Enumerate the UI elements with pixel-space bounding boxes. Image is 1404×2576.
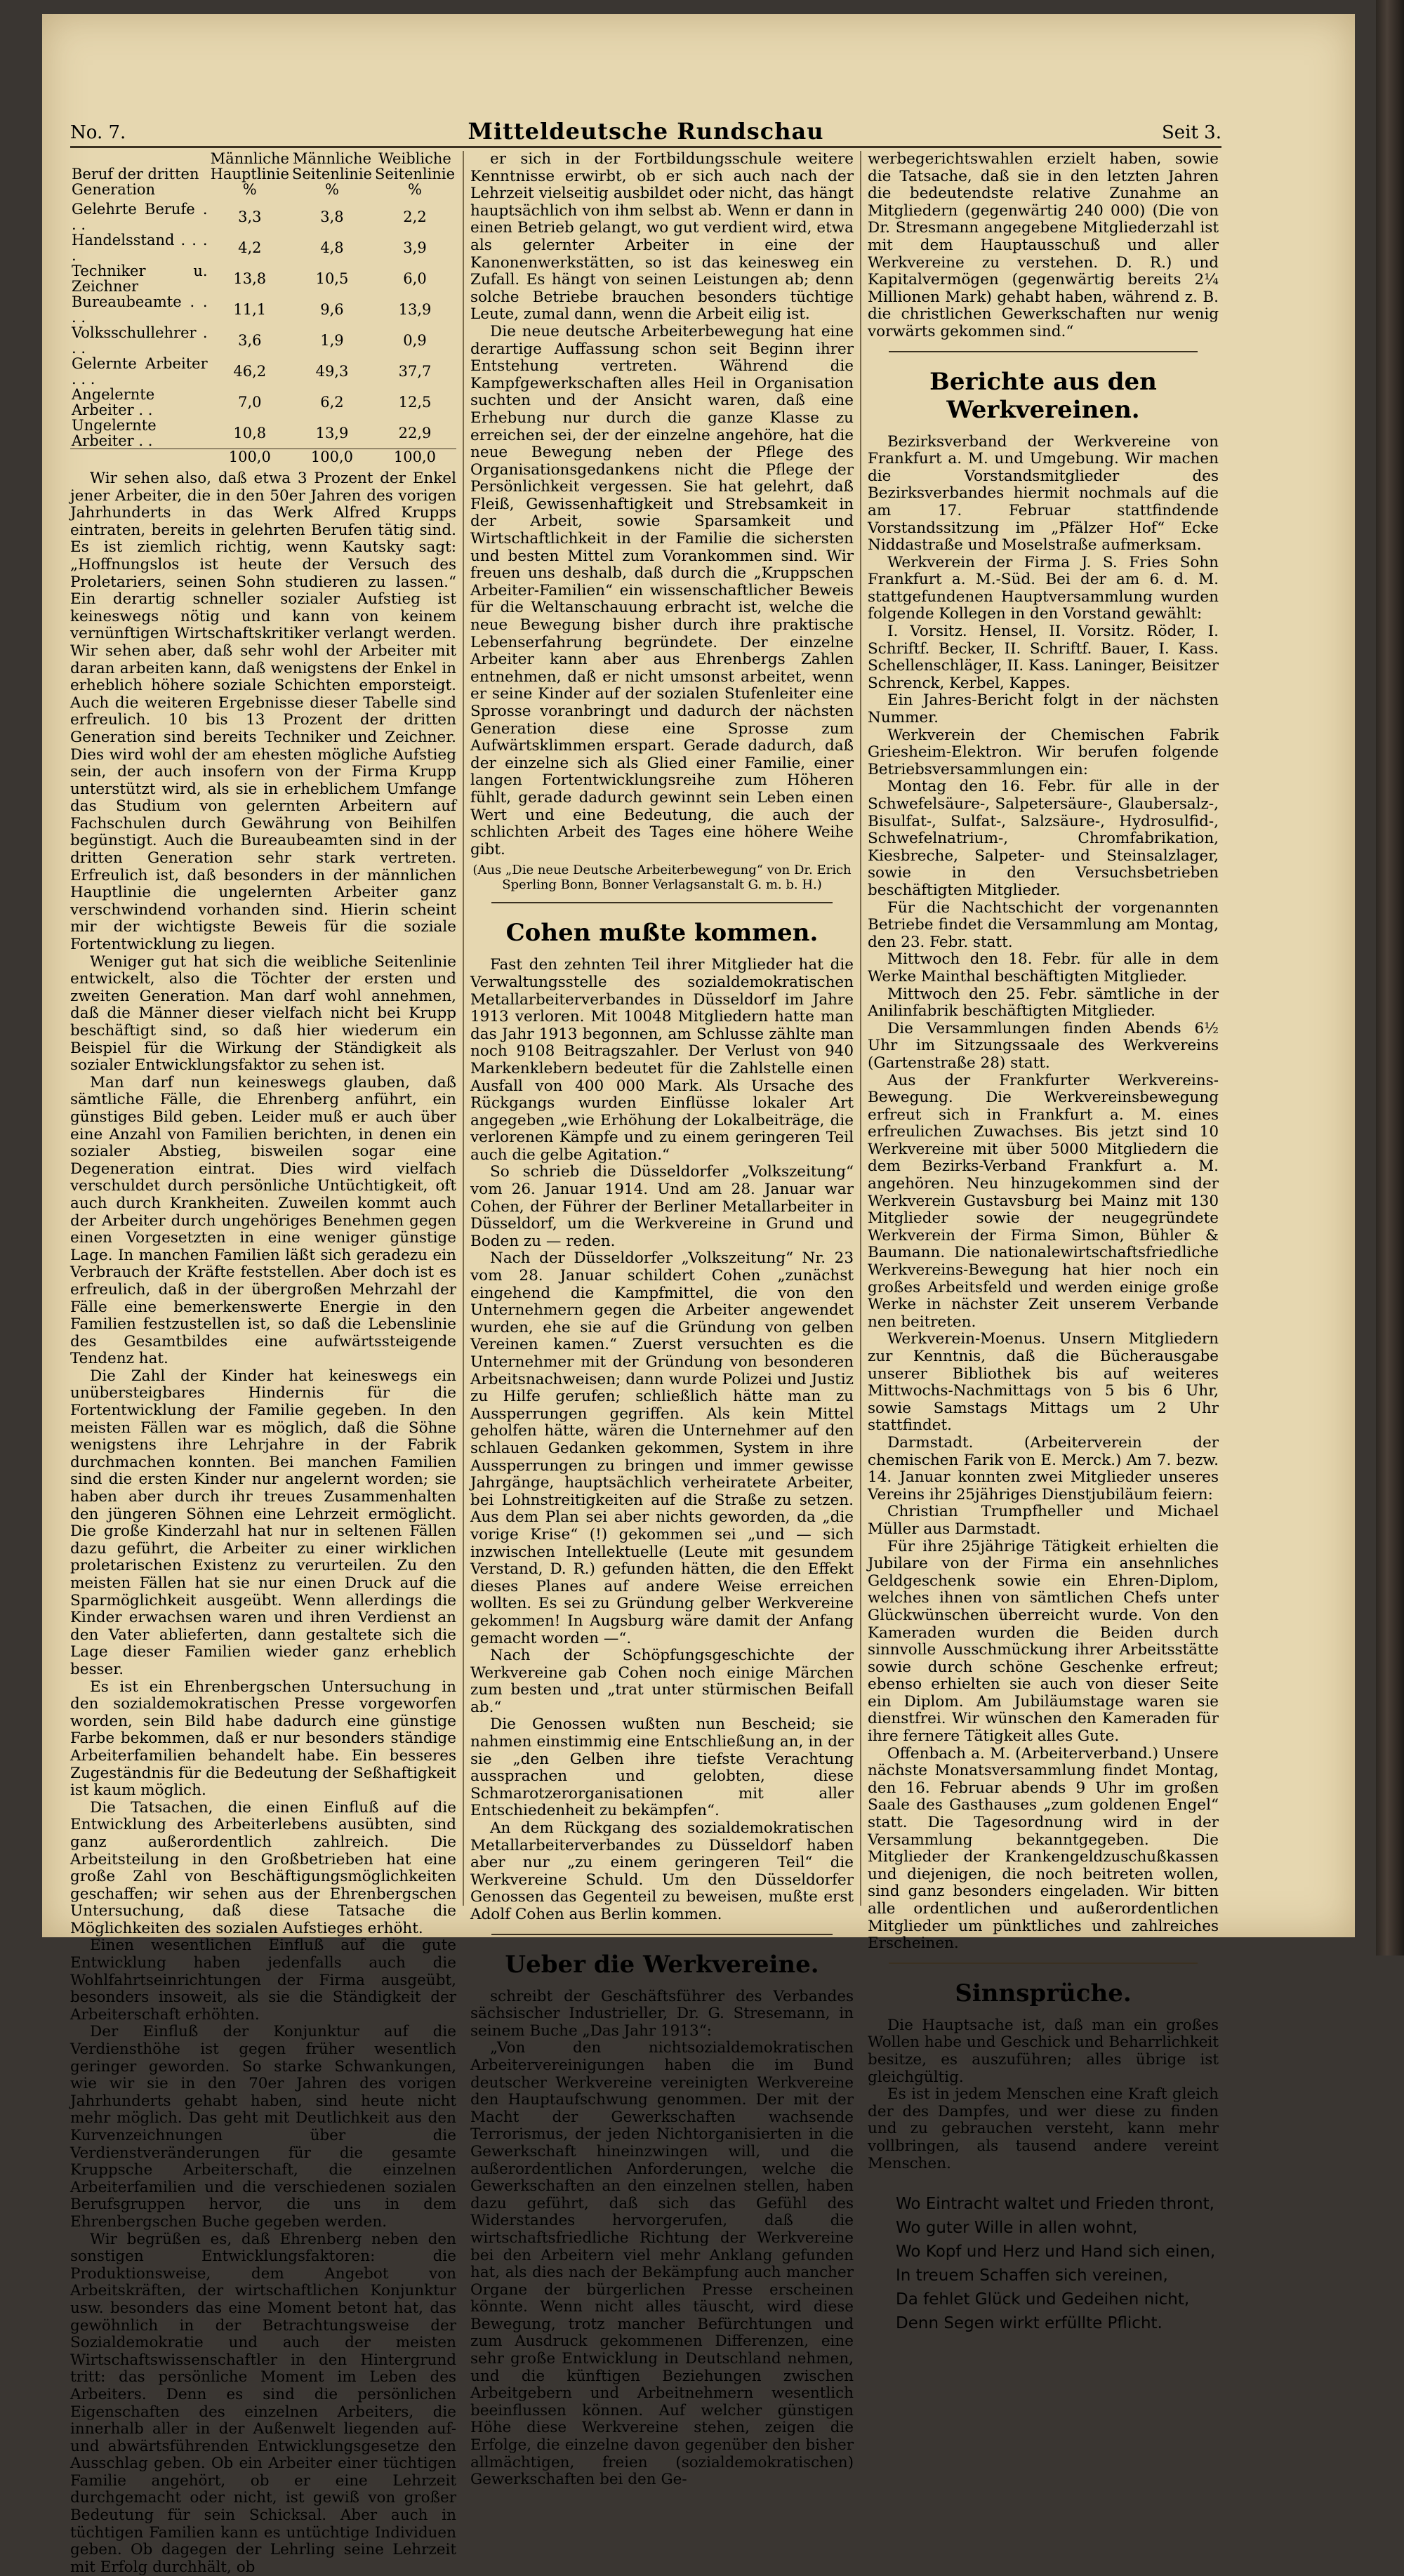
article-text bbox=[70, 470, 456, 2576]
paragraph: Werkverein der Firma J. S. Fries Sohn Frankfurt a. M.-Süd. Bei der am 6. d. M. stattgefundenen Hauptversammlung wurden folgende Kollegen in den Vorstand gewählt: bbox=[868, 553, 1219, 623]
paragraph: Einen wesentlichen Einfluß auf die gute Entwicklung haben jedenfalls auch die Wohlfahrtseinrichtungen der Firma ausgeübt, besonders insoweit, als sie die Ständigkeit der Arbeiterschaft erhöhten. bbox=[70, 1937, 456, 2024]
paragraph: So schrieb die Düsseldorfer „Volkszeitung“ vom 26. Januar 1914. Und am 28. Januar war Cohen, der Führer der Berliner Metallarbeiter in Düsseldorf, um die Werkvereine in Grund und Boden zu — reden. bbox=[470, 1163, 854, 1250]
paragraph: Nach der Schöpfungsgeschichte der Werkvereine gab Cohen noch einige Märchen zum besten und „trat unter stürmischen Beifall ab.“ bbox=[470, 1647, 854, 1716]
article-text bbox=[868, 434, 1219, 1953]
paragraph: Mittwoch den 18. Febr. für alle in dem Werke Mainthal beschäftigten Mitglieder. bbox=[868, 950, 1219, 985]
paragraph: Der Einfluß der Konjunktur auf die Verdiensthöhe ist gegen früher wesentlich geringer geworden. So starke Schwankungen, wie wir sie in den 70er Jahren des vorigen Jahrhunderts gehabt haben, sind heute nicht mehr möglich. Das geht mit Deutlichkeit aus den Kurvenzeichnungen über die Verdienstveränderungen für die gesamte Kruppsche Arbeiterschaft, die einzelnen Arbeiterfamilien und die verschiedenen sozialen Berufsgruppen hervor, die uns in dem Ehrenbergschen Buche gegeben werden. bbox=[70, 2023, 456, 2231]
statistics-table bbox=[70, 151, 456, 465]
paragraph: Darmstadt. (Arbeiterverein der chemischen Farik von E. Merck.) Am 7. bezw. 14. Januar konnten zwei Mitglieder unseres Vereins ihr 25jähriges Dienstjubiläum feiern: bbox=[868, 1433, 1219, 1503]
poem-line: Wo guter Wille in allen wohnt, bbox=[896, 2219, 1138, 2238]
paragraph: schreibt der Geschäftsführer des Verbandes sächsischer Industrieller, Dr. G. Stresemann, in seinem Buche „Das Jahr 1913“: bbox=[470, 1987, 854, 2040]
column-2 bbox=[470, 151, 854, 2489]
table-row: Techniker u. Zeichner 13,8 10,5 6,0 bbox=[72, 263, 427, 295]
heading-sinnsprueche: Sinnsprüche. bbox=[955, 1979, 1132, 2007]
table-header: Beruf der dritten Generation bbox=[72, 166, 199, 198]
paragraph: Die Genossen wußten nun Bescheid; sie nahmen einstimmig eine Entschließung an, in der sie „den Gelben ihre tiefste Verachtung aussprachen und gelobten, diese Schmarotzerorganisationen mit aller Entschiedenheit zu bekämpfen“. bbox=[470, 1715, 854, 1820]
paragraph: Mittwoch den 25. Febr. sämtliche in der Anilinfabrik beschäftigten Mitglieder. bbox=[868, 985, 1219, 1021]
paragraph: er sich in der Fortbildungsschule weitere Kenntnisse erwirbt, ob er sich auch nach der Lehrzeit vielseitig ausbildet oder nicht, das hängt hauptsächlich von ihm selbst ab. Wenn er dann in einen Betrieb gelangt, wo gut verdient wird, etwa als gelernter Arbeiter in eine der Kanonenwerkstätten, so ist das keinesweg ein Zufall. Es hängt von seinen Leistungen ab; denn solche Betriebe brauchen besonders tüchtige Leute, zumal dann, wenn die Arbeit eilig ist. bbox=[470, 150, 854, 324]
paragraph: Die Versammlungen finden Abends 6½ Uhr im Sitzungssaale des Werkvereins (Gartenstraße 28) statt. bbox=[868, 1019, 1219, 1072]
paragraph: „Von den nichtsozialdemokratischen Arbeitervereinigungen haben die im Bund deutscher Werkvereine vereinigten Werkvereine den Hauptaufschwung genommen. Der mit der Macht der Gewerkschaften wachsende Terrorismus, der jeden Nichtorganisierten in die Gewerkschaft hineinzwingen will, und die außerordentlichen Anforderungen, welche die Gewerkschaften an den einzelnen stellen, haben dazu geführt, daß sich das Gefühl des Widerstandes hervorgerufen, daß die wirtschaftsfriedliche Richtung der Werkvereine bei den Arbeitern viel mehr Anklang gefunden hat, als dies nach der Bekämpfung auch mancher Organe der bürgerlichen Presse erscheinen könnte. Wenn nicht alles täuscht, wird diese Bewegung, trotz mancher Befürchtungen und zum Ausdruck gekommenen Differenzen, eine sehr große Entwicklung in Deutschland nehmen, und die künftigen Beziehungen zwischen Arbeitgebern und Arbeitnehmern wesentlich beeinflussen können. Auf welcher günstigen Höhe diese Werkvereine stehen, zeigen die Erfolge, die einzelne davon gegenüber den bisher allmächtigen, freien (sozialdemokratischen) Gewerkschaften bei den Ge- bbox=[470, 2039, 854, 2489]
article-text bbox=[470, 1989, 854, 2489]
heading-berichte: Berichte aus den Werkvereinen. bbox=[929, 367, 1157, 424]
table-row: Angelernte Arbeiter . . 7,0 6,2 12,5 bbox=[72, 386, 432, 418]
column-divider bbox=[860, 151, 861, 1906]
heading-cohen: Cohen mußte kommen. bbox=[505, 919, 819, 948]
article-text bbox=[470, 151, 854, 858]
paragraph: Für ihre 25jährige Tätigkeit erhielten die Jubilare von der Firma ein ansehnliches Geldgeschenk sowie ein Ehren-Diplom, welches ihnen von sämtlichen Chefs unter Glückwünschen überreicht wurde. Von den Kameraden wurden die Beiden durch sinnvolle Ausschmückung ihrer Arbeitsstätte sowie durch schöne Geschenke erfreut; ebenso erhielten sie auch von dieser Seite ein Diplom. Am Jubiläumstage waren sie dienstfrei. Wir wünschen den Kameraden für ihre fernere Tätigkeit alles Gute. bbox=[868, 1537, 1219, 1746]
table-total-row: 100,0 100,0 100,0 bbox=[70, 449, 456, 465]
poem-line: Da fehlet Glück und Gedeihen nicht, bbox=[896, 2290, 1190, 2309]
table-header: Männliche Hauptlinie % bbox=[210, 150, 289, 198]
paragraph: Aus der Frankfurter Werkvereins-Bewegung. Die Werkvereinsbewegung erfreut sich in Frankfurt a. M. eines erfreulichen Zuwachses. Bis jetzt sind 10 Werkvereine mit über 5000 Mitgliedern die dem Bezirks-Verband Frankfurt a. M. angehören. Neu hinzugekommen sind der Werkverein Gustavsburg bei Mainz mit 130 Mitglieder sowie der neugegründete Werkverein der Firma Simon, Bühler & Baumann. Die nationalewirtschaftsfriedliche Werkvereins-Bewegung hat hier noch ein großes Arbeitsfeld und werden einige große Werke in nächster Zeit unserem Verbande nen beitreten. bbox=[868, 1071, 1219, 1331]
paragraph: An dem Rückgang des sozialdemokratischen Metallarbeiterverbandes zu Düsseldorf haben aber nur „zu einem geringeren Teil“ die Werkvereine Schuld. Um den Düsseldorfer Genossen das Gegenteil zu beweisen, mußte erst Adolf Cohen aus Berlin kommen. bbox=[470, 1819, 854, 1923]
paragraph: Montag den 16. Febr. für alle in der Schwefelsäure-, Salpetersäure-, Glaubersalz-, Bisulfat-, Sulfat-, Salzsäure-, Hydrosulfid-, Schwefelnatrium-, Chromfabrikation, Kiesbreche, Salpeter- und Steinsalzlager, sowie in den Versuchsbetrieben beschäftigten Mitglieder. bbox=[868, 778, 1219, 899]
paragraph: Nach der Düsseldorfer „Volkszeitung“ Nr. 23 vom 28. Januar schildert Cohen „zunächst eingehend die Kampfmittel, die von den Unternehmern gegen die Arbeiter angewendet wurden, ehe sie auf die Gründung von gelben Vereinen kamen.“ Zuerst versuchten es die Unternehmer mit der Gründung von besonderen Arbeitsnachweisen; dann wurde Polizei und Justiz zu Hilfe gerufen; schließlich hätte man zu Aussperrungen gegriffen. Als kein Mittel geholfen hätte, wären die Unternehmer auf den schlauen Gedanken gekommen, System in ihre Aussperrungen zu bringen und immer gewisse Jahrgänge, hauptsächlich verheiratete Arbeiter, bei Lohnstreitigkeiten auf die Straße zu setzen. Aus dem Plan sei aber nichts geworden, da „die vorige Krise“ (!) gekommen sei „und — sich inzwischen Intellektuelle (Leute mit gesundem Verstand, D. R.) gefunden hätten, die den Effekt dieses Planes auf andere Weise erreichen wollten. Es sei zu Gründung gelber Werkvereine gekommen! In Augsburg wäre damit der Anfang gemacht worden —“. bbox=[470, 1249, 854, 1647]
paragraph: Es ist ein Ehrenbergschen Untersuchung in den sozialdemokratischen Presse vorgeworfen worden, sein Bild habe dadurch eine günstige Farbe bekommen, daß er nur besonders ständige Arbeiterfamilien behandelt habe. Ein besseres Zugeständnis für die Bedeutung der Seßhaftigkeit ist kaum möglich. bbox=[70, 1678, 456, 1800]
table-row: Gelehrte Berufe . . . 3,3 3,8 2,2 bbox=[72, 201, 427, 233]
divider bbox=[491, 1934, 833, 1935]
masthead: Mitteldeutsche Rundschau bbox=[468, 118, 824, 145]
source-note: (Aus „Die neue Deutsche Arbeiterbewegung“ von Dr. Erich Sperling Bonn, Bonner Verlagsanstalt G. m. b. H.) bbox=[472, 863, 852, 893]
page-header bbox=[70, 118, 1221, 148]
paragraph: Werkverein der Chemischen Fabrik Griesheim-Elektron. Wir berufen folgende Betriebsversammlungen ein: bbox=[868, 726, 1219, 778]
poem-line: Wo Kopf und Herz und Hand sich einen, bbox=[896, 2243, 1216, 2262]
poem-line: Denn Segen wirkt erfüllte Pflicht. bbox=[896, 2314, 1163, 2333]
issue-number: No. 7. bbox=[70, 122, 126, 143]
paragraph: Die Tatsachen, die einen Einfluß auf die Entwicklung des Arbeiterlebens ausübten, sind ganz außerordentlich zahlreich. Die Arbeitsteilung in den Großbetrieben hat eine große Zahl von Beschäftigungsmöglichkeiten geschaffen; wir sehen aus der Ehrenbergschen Untersuchung, daß diese Tatsache die Möglichkeiten des sozialen Aufstieges erhöht. bbox=[70, 1798, 456, 1937]
article-text bbox=[470, 957, 854, 1923]
paragraph: Die neue deutsche Arbeiterbewegung hat eine derartige Auffassung schon seit Beginn ihrer Entstehung vertreten. Während die Kampfgewerkschaften alles Heil in Organisation suchten und der Ansicht waren, daß eine Erhebung nur durch die ganze Klasse zu erreichen sei, der der einzelne angehöre, hat die neue Bewegung neben der Pflege des Organisationsgedankens nicht die Pflege der Persönlichkeit vergessen. Sie hat gelehrt, daß Fleiß, Gewissenhaftigkeit und Strebsamkeit in der Arbeit, sowie Sparsamkeit und Wirtschaftlichkeit in der Familie die sichersten und besten Mittel zum Vorankommen sind. Wir freuen uns deshalb, daß durch die „Kruppschen Arbeiter-Familien“ ein wissenschaftlicher Beweis für die Weltanschauung erbracht ist, welche die neue Bewegung bisher durch ihre praktische Lebenserfahrung begründete. Der einzelne Arbeiter kann aber aus Ehrenbergs Zahlen entnehmen, daß er nicht umsonst arbeitet, wenn er seine Kinder auf der sozialen Stufenleiter eine Sprosse voranbringt und dadurch der nächsten Generation diese eine Sprosse zum Aufwärtsklimmen erspart. Gerade dadurch, daß der einzelne sich als Glied einer Familie, einer langen Fortentwicklungsreihe zum Höheren fühlt, gerade dadurch gewinnt sein Leben einen Wert und eine Bedeutung, die auch der schlichten Arbeit des Tages eine höhere Weihe gibt. bbox=[470, 322, 854, 858]
paragraph: Ein Jahres-Bericht folgt in der nächsten Nummer. bbox=[868, 691, 1219, 727]
divider bbox=[491, 902, 833, 903]
paragraph: Für die Nachtschicht der vorgenannten Betriebe findet die Versammlung am Montag, den 23. Febr. statt. bbox=[868, 898, 1219, 951]
table-row: Gelernte Arbeiter . . . 46,2 49,3 37,7 bbox=[72, 355, 432, 387]
page-number: Seit 3. bbox=[1161, 122, 1221, 143]
divider bbox=[889, 1963, 1198, 1964]
column-divider bbox=[463, 151, 464, 1906]
article-text: werbegerichtswahlen erzielt haben, sowie die Tatsache, daß sie in den letzten Jahren die bedeutendste relative Zunahme an Mitgliedern (gegenwärtig 240 000) (Die von Dr. Stresmann angegebene Mitgliederzahl ist mit dem Hauptausschuß und aller Werkvereine zu verstehen. D. R.) und Kapitalvermögen (gegenwärtig bereits 2¼ Millionen Mark) gehabt haben, während z. B. die christlichen Gewerkschaften nur wenig vorwärts gekommen sind.“ bbox=[868, 150, 1219, 340]
table-header: Männliche Seitenlinie % bbox=[291, 150, 372, 198]
column-1 bbox=[70, 151, 456, 2576]
paragraph: Wir begrüßen es, daß Ehrenberg neben den sonstigen Entwicklungsfaktoren: die Produktionsweise, dem Angebot von Arbeitskräften, der wirtschaftlichen Konjunktur usw. besonders das eine Moment betont hat, das gewöhnlich in der Betrachtungsweise der Sozialdemokratie und auch der meisten Wirtschaftswissenschaftler in den Hintergrund tritt: das persönliche Moment im Leben des Arbeiters. Denn es sind die persönlichen Eigenschaften des einzelnen Arbeiters, die innerhalb aller in der Außenwelt liegenden auf- und abwärtsführenden Entwicklungsgesetze den Ausschlag geben. Ob ein Arbeiter einer tüchtigen Familie angehört, ob er eine Lehrzeit durchgemacht oder nicht, ist gewiß von großer Bedeutung für sein Schicksal. Aber auch in tüchtigen Familien kann es untüchtige Individuen geben. Ob dagegen der Lehrling seine Lehrzeit mit Erfolg durchhält, ob bbox=[70, 2230, 456, 2576]
table-header: Weibliche Seitenlinie % bbox=[374, 150, 455, 198]
poem-line: In treuem Schaffen sich vereinen, bbox=[896, 2266, 1168, 2285]
heading-werkvereine: Ueber die Werkvereine. bbox=[505, 1950, 819, 1979]
table-row: Volksschullehrer . . . 3,6 1,9 0,9 bbox=[72, 324, 427, 357]
paragraph: Weniger gut hat sich die weibliche Seitenlinie entwickelt, also die Töchter der ersten und zweiten Generation. Man darf wohl annehmen, daß die Männer dieser vielfach nicht bei Krupp beschäftigt sind, so daß hier wiederum ein Beispiel für die Wirkung der Ständigkeit als sozialer Entwicklungsfaktor zu sehen ist. bbox=[70, 952, 456, 1075]
paragraph: Wir sehen also, daß etwa 3 Prozent der Enkel jener Arbeiter, die in den 50er Jahren des vorigen Jahrhunderts in das Werk Alfred Krupps eintraten, bereits in gelehrten Berufen tätig sind. Es ist ziemlich richtig, wenn Kautsky sagt: „Hoffnungslos ist heute der Versuch des Proletariers, seinen Sohn studieren zu lassen.“ Ein derartig schneller sozialer Aufstieg ist keineswegs nötig und kann von keinem vernünftigen Wirtschaftskritiker verlangt werden. Wir sehen aber, daß sehr wohl der Arbeiter mit daran arbeiten kann, daß wenigstens der Enkel in erheblich höhere soziale Schichten emporsteigt. Auch die weiteren Ergebnisse dieser Tabelle sind erfreulich. 10 bis 13 Prozent der dritten Generation sind bereits Techniker und Zeichner. Dies wird wohl der am ehesten mögliche Aufstieg sein, der auch insofern von der Firma Krupp unterstützt wird, als sie in erheblichem Umfange das Studium von gelernten Arbeitern auf Fachschulen durch Gewährung von Beihilfen begünstigt. Auch die Bureaubeamten sind in der dritten Generation sehr stark vertreten. Erfreulich ist, daß besonders in der männlichen Hauptlinie die ungelernten Arbeiter ganz verschwindend vorhanden sind. Hierin scheint mir der wichtigste Beweis für die soziale Fortentwicklung zu liegen. bbox=[70, 470, 456, 954]
paragraph: Werkverein-Moenus. Unsern Mitgliedern zur Kenntnis, daß die Bücherausgabe unserer Bibliothek bis auf weiteres Mittwochs-Nachmittags von 5 bis 6 Uhr, sowie Samstags Mittags um 2 Uhr stattfindet. bbox=[868, 1330, 1219, 1435]
paragraph: Die Hauptsache ist, daß man ein großes Wollen habe und Geschick und Beharrlichkeit besitze, es auszuführen; alles übrige ist gleichgültig. bbox=[868, 2016, 1219, 2086]
paragraph: I. Vorsitz. Hensel, II. Vorsitz. Röder, I. Schriftf. Becker, II. Schriftf. Bauer, I. Kass. Schellenschläger, II. Kass. Laninger, Beisitzer Schrenck, Kerbel, Kappes. bbox=[868, 623, 1219, 692]
article-text bbox=[868, 2017, 1219, 2172]
paragraph: Offenbach a. M. (Arbeiterverband.) Unsere nächste Monatsversammlung findet Montag, den 16. Februar abends 9 Uhr im großen Saale des Gasthauses „zum goldenen Engel“ statt. Die Tagesordnung wird in der Versammlung bekanntgegeben. Die Mitglieder der Krankengeldzuschußkassen und diejenigen, die noch beitreten wollen, sind ganz besonders eingeladen. Wir bitten alle ordentlichen und außerordentlichen Mitglieder um pünktliches und zahlreiches Erscheinen. bbox=[868, 1744, 1219, 1953]
paragraph: Bezirksverband der Werkvereine von Frankfurt a. M. und Umgebung. Wir machen die Vorstandsmitglieder des Bezirksverbandes hiermit nochmals auf die am 17. Februar stattfindende Vorstandssitzung im „Pfälzer Hof“ Ecke Niddastraße und Moselstraße aufmerksam. bbox=[868, 432, 1219, 555]
book-spine bbox=[1376, 0, 1404, 1956]
poem bbox=[868, 2192, 1219, 2335]
paragraph: Christian Trumpfheller und Michael Müller aus Darmstadt. bbox=[868, 1503, 1219, 1538]
paragraph: Fast den zehnten Teil ihrer Mitglieder hat die Verwaltungsstelle des sozialdemokratischen Metallarbeiterverbandes in Düsseldorf im Jahre 1913 verloren. Mit 10048 Mitgliedern hatte man das Jahr 1913 begonnen, am Schlusse zählte man noch 9108 Beitragszahler. Der Verlust von 940 Markenklebern bedeutet für die Zahlstelle einen Ausfall von 400 000 Mark. Als Ursache des Rückgangs wurden Einflüsse lokaler Art angegeben „wie Erhöhung der Lokalbeiträge, die verlorenen Kämpfe und zu einem geringeren Teil auch die gelbe Agitation.“ bbox=[470, 956, 854, 1164]
divider bbox=[889, 351, 1198, 352]
table-row: Ungelernte Arbeiter . . 10,8 13,9 22,9 bbox=[72, 417, 432, 449]
paragraph: Die Zahl der Kinder hat keineswegs ein unübersteigbares Hindernis für die Fortentwicklung der Familie gegeben. In den meisten Fällen war es möglich, daß die Söhne wenigstens ihre Lehrjahre in der Fabrik durchmachen konnten. Bei manchen Familien sind die ersten Kinder nur angelernt worden; sie haben aber durch ihr treues Zusammenhalten den jüngeren Söhnen eine Lehrzeit ermöglicht. Die große Kinderzahl hat nur in seltenen Fällen dazu geführt, die Arbeiter zu einer wirklichen proletarischen Existenz zu verurteilen. Zu den meisten Fällen hat sie nur einen Druck auf die Sparmöglichkeit ausgeübt. Wenn allerdings die Kinder erwachsen waren und ihren Verdienst an den Vater ablieferten, dann gestaltete sich die Lage dieser Familien wieder ganz erheblich besser. bbox=[70, 1367, 456, 1678]
table-row: Bureaubeamte . . . . 11,1 9,6 13,9 bbox=[72, 293, 432, 326]
table-row: Handelsstand . . . . 4,2 4,8 3,9 bbox=[72, 232, 427, 264]
paragraph: Es ist in jedem Menschen eine Kraft gleich der des Dampfes, und wer diese zu finden und zu gebrauchen versteht, kann mehr vollbringen, als tausend andere vereint Menschen. bbox=[868, 2085, 1219, 2172]
poem-line: Wo Eintracht waltet und Frieden thront, bbox=[896, 2195, 1214, 2214]
paragraph: Man darf nun keineswegs glauben, daß sämtliche Fälle, die Ehrenberg anführt, ein günstiges Bild geben. Leider muß er auch über eine Anzahl von Familien berichten, in denen ein sozialer Abstieg, bisweilen sogar eine Degeneration eintrat. Dies wird vielfach verschuldet durch persönliche Untüchtigkeit, oft auch durch Krankheiten. Zuweilen kommt auch der Arbeiter durch ungehöriges Benehmen gegen einen Vorgesetzten in eine weniger günstige Lage. In manchen Familien läßt sich geradezu ein Verbrauch der Kräfte feststellen. Aber doch ist es erfreulich, daß in der übergroßen Mehrzahl der Fälle eine bemerkenswerte Energie in den Familien festzustellen ist, so daß die Lebenslinie des Gesamtbildes eine aufwärtssteigende Tendenz hat. bbox=[70, 1073, 456, 1368]
column-3 bbox=[868, 151, 1219, 2335]
